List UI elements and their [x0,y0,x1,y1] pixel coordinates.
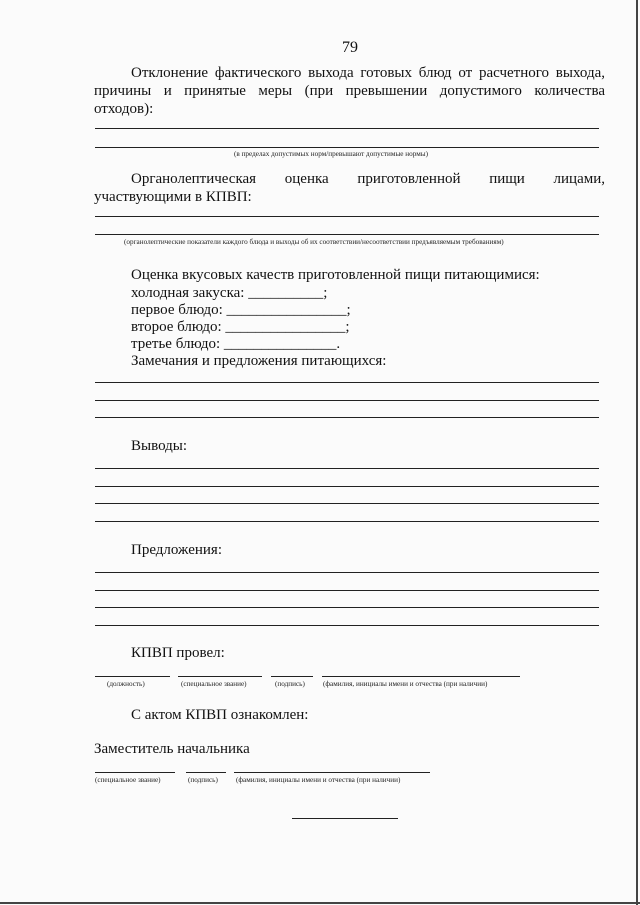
conducted-signature-caption: (подпись) [275,680,305,688]
taste-heading: Оценка вкусовых качеств приготовленной пищи питающимися: [131,267,540,283]
organoleptic-fill-line-1 [95,216,599,217]
acquainted-rank-line [95,772,175,773]
page-edge-bottom [0,902,640,904]
conclusions-fill-line-4 [95,521,599,522]
conducted-rank-line [178,676,262,677]
deviation-text-line2: причины и принятые меры (при превышении допустимого количества [94,83,605,99]
remarks-fill-line-1 [95,382,599,383]
acquainted-name-caption: (фамилия, инициалы имени и отчества (при наличии) [236,776,401,784]
conducted-position-line [95,676,170,677]
proposals-fill-line-4 [95,625,599,626]
deviation-text-line1: Отклонение фактического выхода готовых блюд от расчетного выхода, [131,65,605,81]
organoleptic-text-line2: участвующими в КПВП: [94,189,252,205]
deviation-fill-line-1 [95,128,599,129]
page-edge-right [636,0,638,905]
proposals-fill-line-2 [95,590,599,591]
deviation-text-line3: отходов): [94,101,154,117]
taste-cold-snack: холодная закуска: __________; [131,285,328,301]
acquainted-signature-line [186,772,226,773]
taste-first-course: первое блюдо: ________________; [131,302,351,318]
proposals-label: Предложения: [131,542,222,558]
conducted-position-caption: (должность) [107,680,145,688]
acquainted-label: С актом КПВП ознакомлен: [131,707,309,723]
conducted-label: КПВП провел: [131,645,225,661]
taste-third-course: третье блюдо: _______________. [131,336,341,352]
remarks-fill-line-3 [95,417,599,418]
acquainted-rank-caption: (специальное звание) [95,776,161,784]
conclusions-fill-line-1 [95,468,599,469]
page-number: 79 [342,39,358,56]
taste-remarks-label: Замечания и предложения питающихся: [131,353,387,369]
taste-second-course: второе блюдо: ________________; [131,319,350,335]
deviation-caption: (в пределах допустимых норм/превышают допустимые нормы) [234,150,428,158]
conducted-name-caption: (фамилия, инициалы имени и отчества (при наличии) [323,680,488,688]
conclusions-fill-line-2 [95,486,599,487]
proposals-fill-line-1 [95,572,599,573]
acquainted-signature-caption: (подпись) [188,776,218,784]
conducted-signature-line [271,676,313,677]
organoleptic-fill-line-2 [95,234,599,235]
remarks-fill-line-2 [95,400,599,401]
conducted-rank-caption: (специальное звание) [181,680,247,688]
conclusions-fill-line-3 [95,503,599,504]
conducted-name-line [322,676,520,677]
acquainted-name-line [234,772,430,773]
conclusions-label: Выводы: [131,438,188,454]
proposals-fill-line-3 [95,607,599,608]
deviation-fill-line-2 [95,147,599,148]
organoleptic-text-line1: Органолептическая оценка приготовленной пищи лицами, [131,171,605,187]
closing-separator-line [292,818,398,819]
deputy-head-label: Заместитель начальника [94,741,250,757]
organoleptic-caption: (органолептические показатели каждого блюда и выходы об их соответствии/несоответствии предъявляемым требованиям) [124,238,504,246]
